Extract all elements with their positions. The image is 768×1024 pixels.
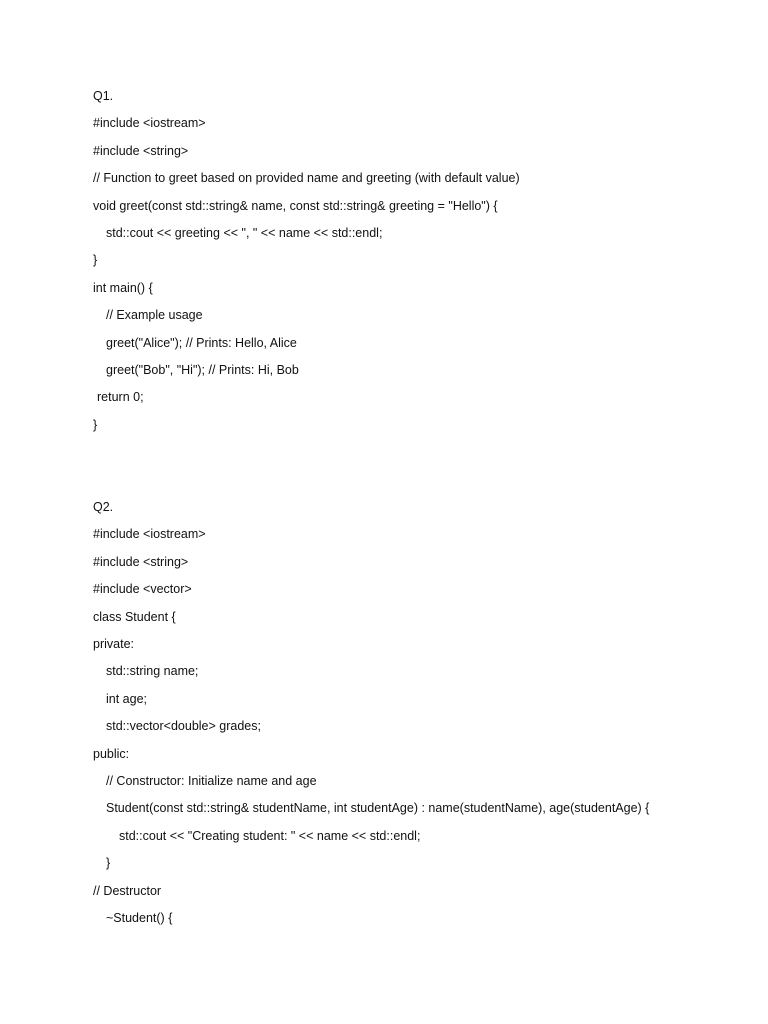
code-line: int age; [106, 691, 148, 706]
document-body [93, 86, 743, 935]
code-line: std::string name; [106, 664, 199, 679]
code-line: class Student { [93, 609, 176, 624]
code-comment-line: // Example usage [106, 308, 203, 323]
code-line: #include <vector> [93, 582, 192, 597]
code-line: return 0; [97, 390, 144, 405]
code-line: #include <iostream> [93, 116, 206, 131]
code-line: int main() { [93, 280, 153, 295]
code-line: Student(const std::string& studentName, int studentAge) : name(studentName), age(studentAge) { [106, 801, 650, 816]
code-comment-line: // Destructor [93, 883, 162, 898]
code-comment-line: // Constructor: Initialize name and age [106, 773, 317, 788]
question-section-q2 [93, 497, 743, 935]
question-heading: Q2. [93, 500, 114, 515]
code-line: private: [93, 637, 134, 652]
code-line: void greet(const std::string& name, const std::string& greeting = "Hello") { [93, 198, 498, 213]
code-line: std::vector<double> grades; [106, 719, 261, 734]
question-section-q1 [93, 86, 743, 442]
code-line: #include <string> [93, 554, 189, 569]
code-line: #include <iostream> [93, 527, 206, 542]
code-line: greet("Bob", "Hi"); // Prints: Hi, Bob [106, 362, 299, 377]
code-line: } [93, 253, 98, 268]
code-line: } [93, 417, 98, 432]
code-line: greet("Alice"); // Prints: Hello, Alice [106, 335, 297, 350]
code-comment-line: // Function to greet based on provided name and greeting (with default value) [93, 171, 520, 186]
code-line: std::cout << "Creating student: " << name << std::endl; [119, 828, 421, 843]
code-line: ~Student() { [106, 910, 173, 925]
code-line: } [106, 856, 111, 871]
code-line: #include <string> [93, 143, 189, 158]
question-heading: Q1. [93, 89, 114, 103]
code-line: std::cout << greeting << ", " << name << std::endl; [106, 225, 383, 240]
code-line: public: [93, 746, 130, 761]
